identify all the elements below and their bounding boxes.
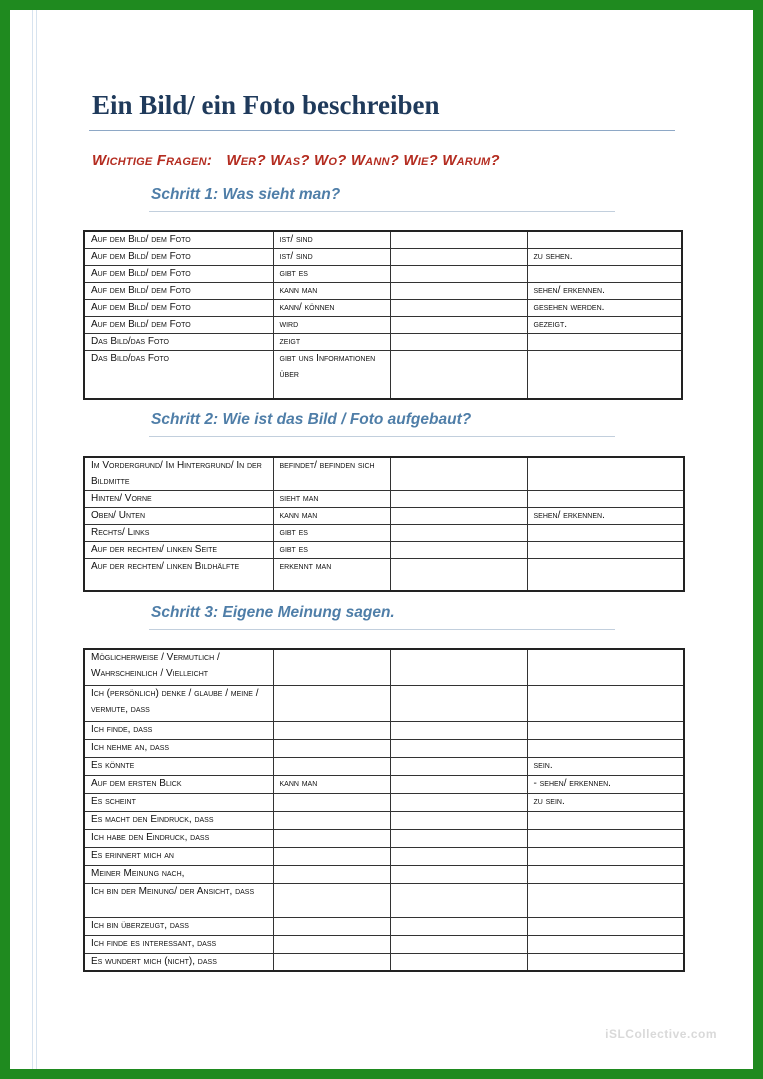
worksheet-page xyxy=(10,10,753,1069)
table-row xyxy=(84,300,682,317)
table-cell xyxy=(527,883,684,917)
table-row xyxy=(84,266,682,283)
table-cell: kann man xyxy=(273,775,390,793)
table-cell: Auf dem ersten Blick xyxy=(84,775,273,793)
table-cell: Möglicherweise / Vermutlich / Wahrscheinlich / Vielleicht xyxy=(84,649,273,685)
step-2-table xyxy=(83,456,685,592)
table-cell xyxy=(390,935,527,953)
table-cell xyxy=(527,847,684,865)
table-cell: Es scheint xyxy=(84,793,273,811)
table-cell: Ich nehme an, dass xyxy=(84,739,273,757)
table-cell xyxy=(527,685,684,721)
table-row xyxy=(84,649,684,685)
table-cell: gesehen werden. xyxy=(527,300,682,317)
table-cell xyxy=(390,829,527,847)
table-cell: zu sein. xyxy=(527,793,684,811)
table-row xyxy=(84,283,682,300)
table-cell: zeigt xyxy=(273,334,390,351)
table-cell xyxy=(390,793,527,811)
table-cell xyxy=(527,559,684,591)
table-cell: sieht man xyxy=(273,491,390,508)
question-how: Wie? xyxy=(403,152,438,169)
table-cell: Ich bin der Meinung/ der Ansicht, dass xyxy=(84,883,273,917)
table-cell xyxy=(390,865,527,883)
table-cell: Im Vordergrund/ Im Hintergrund/ In der Bildmitte xyxy=(84,457,273,491)
table-cell xyxy=(390,542,527,559)
table-cell xyxy=(390,351,527,399)
table-cell: kann/ können xyxy=(273,300,390,317)
table-cell: Ich finde, dass xyxy=(84,721,273,739)
table-cell: sein. xyxy=(527,757,684,775)
table-cell: sehen/ erkennen. xyxy=(527,283,682,300)
table-cell: Auf dem Bild/ dem Foto xyxy=(84,249,273,266)
table-row xyxy=(84,829,684,847)
question-who: Wer? xyxy=(226,152,266,169)
table-cell: Ich habe den Eindruck, dass xyxy=(84,829,273,847)
table-cell xyxy=(527,351,682,399)
table-cell: sehen/ erkennen. xyxy=(527,508,684,525)
table-cell: Es könnte xyxy=(84,757,273,775)
table-cell: Ich bin überzeugt, dass xyxy=(84,917,273,935)
table-cell: gibt uns Informationen über xyxy=(273,351,390,399)
table-cell: gibt es xyxy=(273,542,390,559)
table-cell xyxy=(273,883,390,917)
table-row xyxy=(84,883,684,917)
table-cell xyxy=(273,935,390,953)
table-row xyxy=(84,865,684,883)
question-when: Wann? xyxy=(350,152,399,169)
table-cell xyxy=(527,542,684,559)
table-cell: gibt es xyxy=(273,266,390,283)
table-cell xyxy=(527,917,684,935)
table-cell: Auf dem Bild/ dem Foto xyxy=(84,231,273,249)
table-cell xyxy=(527,811,684,829)
table-cell: Oben/ Unten xyxy=(84,508,273,525)
table-cell xyxy=(390,559,527,591)
table-cell: Es erinnert mich an xyxy=(84,847,273,865)
step-2-rule xyxy=(149,436,615,437)
table-cell xyxy=(273,685,390,721)
table-cell: wird xyxy=(273,317,390,334)
table-cell xyxy=(390,685,527,721)
table-cell xyxy=(390,300,527,317)
table-cell xyxy=(390,739,527,757)
table-cell xyxy=(390,283,527,300)
table-cell xyxy=(527,721,684,739)
table-cell xyxy=(527,649,684,685)
table-row xyxy=(84,457,684,491)
table-cell xyxy=(527,334,682,351)
table-cell: Auf dem Bild/ dem Foto xyxy=(84,266,273,283)
table-cell xyxy=(273,917,390,935)
table-row xyxy=(84,491,684,508)
table-cell xyxy=(390,231,527,249)
question-why: Warum? xyxy=(442,152,500,169)
table-cell xyxy=(390,334,527,351)
step-1-rule xyxy=(149,211,615,212)
table-cell xyxy=(390,508,527,525)
table-cell: erkennt man xyxy=(273,559,390,591)
table-cell: kann man xyxy=(273,283,390,300)
table-cell xyxy=(273,793,390,811)
table-row xyxy=(84,317,682,334)
table-cell xyxy=(390,811,527,829)
table-cell: zu sehen. xyxy=(527,249,682,266)
step-2-heading: Schritt 2: Wie ist das Bild / Foto aufgebaut? xyxy=(151,411,472,428)
table-cell xyxy=(390,525,527,542)
table-row xyxy=(84,685,684,721)
table-row xyxy=(84,953,684,971)
table-row xyxy=(84,249,682,266)
table-row xyxy=(84,757,684,775)
table-cell xyxy=(390,249,527,266)
table-cell: Meiner Meinung nach, xyxy=(84,865,273,883)
table-cell xyxy=(273,739,390,757)
table-cell: Es wundert mich (nicht), dass xyxy=(84,953,273,971)
table-cell xyxy=(390,883,527,917)
table-cell: ist/ sind xyxy=(273,231,390,249)
table-cell: Auf der rechten/ linken Bildhälfte xyxy=(84,559,273,591)
table-cell xyxy=(390,757,527,775)
table-cell: gezeigt. xyxy=(527,317,682,334)
table-cell xyxy=(390,491,527,508)
table-cell xyxy=(390,317,527,334)
table-cell xyxy=(390,775,527,793)
step-1-table xyxy=(83,230,683,400)
table-cell xyxy=(273,865,390,883)
table-row xyxy=(84,917,684,935)
site-logo: iSLCollective.com xyxy=(605,1027,717,1041)
table-cell xyxy=(273,649,390,685)
table-cell: Ich finde es interessant, dass xyxy=(84,935,273,953)
margin-line xyxy=(32,10,33,1069)
margin-line xyxy=(36,10,37,1069)
table-cell xyxy=(390,457,527,491)
table-cell: Das Bild/das Foto xyxy=(84,351,273,399)
table-cell: Es macht den Eindruck, dass xyxy=(84,811,273,829)
table-row xyxy=(84,525,684,542)
key-questions-label: Wichtige Fragen: xyxy=(92,152,213,169)
table-cell xyxy=(390,266,527,283)
table-cell xyxy=(527,457,684,491)
table-cell: Auf dem Bild/ dem Foto xyxy=(84,300,273,317)
table-row xyxy=(84,559,684,591)
step-1-heading: Schritt 1: Was sieht man? xyxy=(151,186,341,203)
table-cell: kann man xyxy=(273,508,390,525)
table-cell xyxy=(390,649,527,685)
table-cell xyxy=(273,811,390,829)
table-row xyxy=(84,542,684,559)
table-cell: - sehen/ erkennen. xyxy=(527,775,684,793)
table-cell xyxy=(527,231,682,249)
table-row xyxy=(84,334,682,351)
table-cell xyxy=(390,917,527,935)
table-cell xyxy=(390,721,527,739)
table-cell: Ich (persönlich) denke / glaube / meine / vermute, dass xyxy=(84,685,273,721)
table-cell: Hinten/ Vorne xyxy=(84,491,273,508)
table-row xyxy=(84,508,684,525)
table-cell xyxy=(273,829,390,847)
table-row xyxy=(84,775,684,793)
table-cell xyxy=(273,721,390,739)
table-row xyxy=(84,847,684,865)
table-cell xyxy=(390,847,527,865)
table-cell xyxy=(527,491,684,508)
table-cell xyxy=(527,525,684,542)
page-title: Ein Bild/ ein Foto beschreiben xyxy=(92,90,440,120)
question-where: Wo? xyxy=(313,152,347,169)
table-row xyxy=(84,811,684,829)
table-cell xyxy=(527,865,684,883)
table-cell: Auf der rechten/ linken Seite xyxy=(84,542,273,559)
title-underline xyxy=(89,130,675,131)
table-cell: ist/ sind xyxy=(273,249,390,266)
step-3-rule xyxy=(149,629,615,630)
table-cell xyxy=(527,266,682,283)
table-cell xyxy=(527,739,684,757)
table-cell: Das Bild/das Foto xyxy=(84,334,273,351)
table-row xyxy=(84,935,684,953)
table-row xyxy=(84,231,682,249)
table-row xyxy=(84,793,684,811)
table-row xyxy=(84,351,682,399)
step-3-heading: Schritt 3: Eigene Meinung sagen. xyxy=(151,604,395,621)
table-row xyxy=(84,739,684,757)
table-cell: gibt es xyxy=(273,525,390,542)
table-row xyxy=(84,721,684,739)
table-cell xyxy=(273,953,390,971)
key-questions xyxy=(92,152,500,169)
table-cell xyxy=(273,757,390,775)
question-what: Was? xyxy=(270,152,310,169)
table-cell xyxy=(527,953,684,971)
table-cell: Auf dem Bild/ dem Foto xyxy=(84,317,273,334)
step-3-table xyxy=(83,648,685,972)
table-cell xyxy=(390,953,527,971)
table-cell: Auf dem Bild/ dem Foto xyxy=(84,283,273,300)
table-cell xyxy=(527,935,684,953)
table-cell xyxy=(273,847,390,865)
table-cell: befindet/ befinden sich xyxy=(273,457,390,491)
table-cell xyxy=(527,829,684,847)
table-cell: Rechts/ Links xyxy=(84,525,273,542)
